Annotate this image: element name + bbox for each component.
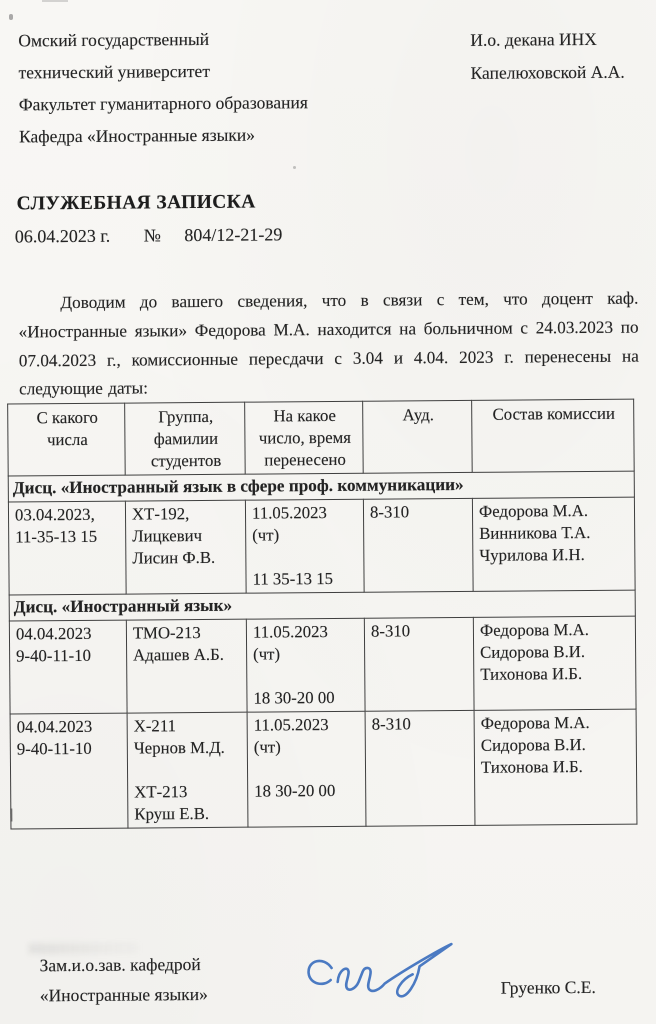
section-title: Дисц. «Иностранный язык в сфере проф. коммуникации» <box>8 471 634 502</box>
reschedule-table <box>7 399 637 830</box>
section-title: Дисц. «Иностранный язык» <box>9 590 635 621</box>
cell-commission: Федорова М.А. Сидорова В.И. Тихонова И.Б. <box>474 709 637 825</box>
cell-room: 8-310 <box>364 617 474 711</box>
cell-moved-to: 11.05.2023 (чт) 11 35-13 15 <box>245 499 364 593</box>
col-header-moved-to: На какое число, время перенесено <box>245 401 364 474</box>
cell-group: ТМО-213 Адашев А.Б. <box>126 619 247 713</box>
cell-room: 8-310 <box>363 498 473 592</box>
faculty-line: Факультет гуманитарного образования <box>18 92 308 115</box>
number-sign: № <box>143 225 161 246</box>
col-header-room: Ауд. <box>363 400 473 473</box>
addressee-title: И.о. декана ИНХ <box>470 28 597 50</box>
cell-commission: Федорова М.А. Сидорова В.И. Тихонова И.Б. <box>473 616 636 710</box>
memo-date: 06.04.2023 г. <box>14 225 111 247</box>
signatory-title-line: «Иностранные языки» <box>39 983 208 1006</box>
memo-body-paragraph: Доводим до вашего сведения, что в связи с тем, что доцент каф. «Иностранные языки» Федорова М.А. находится на больничном с 24.03.2023 по 07.04.2023 г., комиссионные пересдачи с 3.04 и 4.04. 2023 г. перенесены на следующие даты: <box>18 288 639 399</box>
table-row <box>8 497 635 595</box>
signatory-name: Груенко С.Е. <box>500 976 596 998</box>
cell-commission: Федорова М.А. Винникова Т.А. Чурилова И.Н. <box>472 497 635 591</box>
department-line: Кафедра «Иностранные языки» <box>18 124 256 147</box>
org-line: технический университет <box>18 60 211 83</box>
col-header-group: Группа, фамилии студентов <box>125 402 246 475</box>
table-row <box>10 709 637 829</box>
page-title: СЛУЖЕБНАЯ ЗАПИСКА <box>16 191 256 215</box>
addressee-name: Капелюховской А.А. <box>470 61 625 83</box>
table-header-row <box>8 399 635 476</box>
cell-from-date: 03.04.2023, 11-35-13 15 <box>8 501 126 595</box>
org-line: Омский государственный <box>18 28 210 51</box>
scan-artifact <box>10 808 12 821</box>
cell-moved-to: 11.05.2023 (чт) 18 30-20 00 <box>246 618 365 712</box>
date-number-line <box>15 224 283 247</box>
col-header-commission: Состав комиссии <box>472 399 635 472</box>
addressee-block <box>470 28 625 95</box>
col-header-from-date: С какого числа <box>8 403 126 476</box>
cell-from-date: 04.04.2023 9-40-11-10 <box>10 713 128 829</box>
signatory-title-block <box>39 949 208 1010</box>
cell-group: ХТ-192, Лицкевич Лисин Ф.В. <box>125 500 246 594</box>
table-row <box>9 616 636 714</box>
handwritten-signature <box>293 917 469 1013</box>
memo-number: 804/12-21-29 <box>184 224 283 246</box>
cell-moved-to: 11.05.2023 (чт) 18 30-20 00 <box>247 711 366 827</box>
cell-group: Х-211 Чернов М.Д. ХТ-213 Круш Е.В. <box>127 712 248 828</box>
organization-block <box>18 27 308 157</box>
cell-room: 8-310 <box>365 710 475 826</box>
cell-from-date: 04.04.2023 9-40-11-10 <box>9 620 127 714</box>
signatory-title-line: Зам.и.о.зав. кафедрой <box>39 954 201 976</box>
